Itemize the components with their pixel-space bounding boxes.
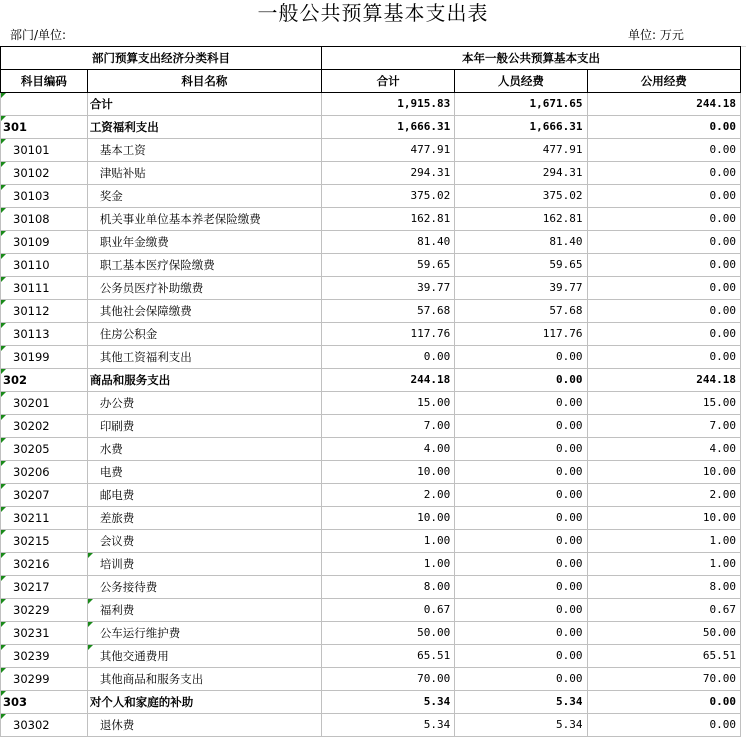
row-name-cell[interactable]: 水费 <box>87 438 321 461</box>
table-row <box>1 300 741 323</box>
table-group-row <box>1 691 741 714</box>
row-name-cell[interactable]: 其他工资福利支出 <box>87 346 321 369</box>
row-public-cell[interactable]: 0.00 <box>587 323 740 346</box>
row-total-cell[interactable]: 8.00 <box>322 576 455 599</box>
row-name-cell[interactable]: 公车运行维护费 <box>87 622 321 645</box>
table-total-row <box>1 93 741 116</box>
row-personnel-cell[interactable]: 375.02 <box>455 185 587 208</box>
row-public-cell[interactable]: 50.00 <box>587 622 740 645</box>
row-personnel-cell[interactable]: 0.00 <box>455 599 587 622</box>
row-personnel-cell[interactable]: 1,666.31 <box>455 116 587 139</box>
row-personnel-cell[interactable]: 0.00 <box>455 668 587 691</box>
row-public-cell[interactable]: 8.00 <box>587 576 740 599</box>
row-personnel-cell[interactable]: 0.00 <box>455 415 587 438</box>
row-personnel-cell[interactable]: 0.00 <box>455 622 587 645</box>
row-personnel-cell[interactable]: 5.34 <box>455 691 587 714</box>
row-personnel-cell[interactable]: 0.00 <box>455 346 587 369</box>
row-name-cell[interactable]: 津贴补贴 <box>87 162 321 185</box>
row-personnel-cell[interactable]: 0.00 <box>455 553 587 576</box>
header-column-row <box>1 70 741 93</box>
row-personnel-cell[interactable]: 294.31 <box>455 162 587 185</box>
row-name-cell[interactable]: 电费 <box>87 461 321 484</box>
row-public-cell[interactable]: 10.00 <box>587 507 740 530</box>
header-total[interactable]: 合计 <box>322 70 455 93</box>
row-code-cell[interactable]: 30239 <box>1 645 88 668</box>
table-group-row <box>1 116 741 139</box>
row-total-cell[interactable]: 15.00 <box>322 392 455 415</box>
table-row <box>1 599 741 622</box>
row-public-cell[interactable]: 4.00 <box>587 438 740 461</box>
header-public[interactable]: 公用经费 <box>587 70 740 93</box>
page-title: 一般公共预算基本支出表 <box>257 1 489 25</box>
row-name-cell[interactable]: 其他商品和服务支出 <box>87 668 321 691</box>
row-public-cell[interactable]: 0.00 <box>587 346 740 369</box>
row-code-cell[interactable]: 30112 <box>1 300 88 323</box>
row-personnel-cell[interactable]: 0.00 <box>455 461 587 484</box>
table-row <box>1 622 741 645</box>
row-total-cell[interactable]: 57.68 <box>322 300 455 323</box>
table-row <box>1 277 741 300</box>
header-group-row <box>1 47 741 70</box>
table-row <box>1 254 741 277</box>
row-code-cell[interactable]: 30211 <box>1 507 88 530</box>
row-code-cell[interactable]: 301 <box>1 116 88 139</box>
row-public-cell[interactable]: 0.00 <box>587 116 740 139</box>
row-code-cell[interactable]: 30217 <box>1 576 88 599</box>
row-public-cell[interactable]: 70.00 <box>587 668 740 691</box>
row-total-cell[interactable]: 39.77 <box>322 277 455 300</box>
table-row <box>1 208 741 231</box>
row-total-cell[interactable]: 10.00 <box>322 507 455 530</box>
row-personnel-cell[interactable]: 477.91 <box>455 139 587 162</box>
row-public-cell[interactable]: 244.18 <box>587 93 740 116</box>
row-public-cell[interactable]: 0.00 <box>587 139 740 162</box>
row-code-cell[interactable]: 30207 <box>1 484 88 507</box>
table-row <box>1 162 741 185</box>
row-code-cell[interactable]: 30229 <box>1 599 88 622</box>
row-code-cell[interactable]: 30102 <box>1 162 88 185</box>
row-name-cell[interactable]: 退休费 <box>87 714 321 737</box>
expenditure-table <box>0 46 741 737</box>
row-total-cell[interactable]: 5.34 <box>322 714 455 737</box>
table-row <box>1 530 741 553</box>
header-personnel[interactable]: 人员经费 <box>455 70 587 93</box>
row-name-cell[interactable]: 职工基本医疗保险缴费 <box>87 254 321 277</box>
row-total-cell[interactable]: 162.81 <box>322 208 455 231</box>
row-name-cell[interactable]: 合计 <box>87 93 321 116</box>
table-row <box>1 139 741 162</box>
row-code-cell[interactable] <box>1 93 88 116</box>
row-total-cell[interactable]: 10.00 <box>322 461 455 484</box>
table-row <box>1 392 741 415</box>
row-total-cell[interactable]: 0.67 <box>322 599 455 622</box>
row-personnel-cell[interactable]: 0.00 <box>455 576 587 599</box>
table-row <box>1 323 741 346</box>
row-name-cell[interactable]: 其他社会保障缴费 <box>87 300 321 323</box>
table-group-row <box>1 369 741 392</box>
row-total-cell[interactable]: 0.00 <box>322 346 455 369</box>
row-name-cell[interactable]: 邮电费 <box>87 484 321 507</box>
table-row <box>1 553 741 576</box>
row-name-cell[interactable]: 培训费 <box>87 553 321 576</box>
row-name-cell[interactable]: 基本工资 <box>87 139 321 162</box>
row-total-cell[interactable]: 4.00 <box>322 438 455 461</box>
row-personnel-cell[interactable]: 117.76 <box>455 323 587 346</box>
table-row <box>1 714 741 737</box>
table-row <box>1 507 741 530</box>
row-code-cell[interactable]: 302 <box>1 369 88 392</box>
row-name-cell[interactable]: 差旅费 <box>87 507 321 530</box>
row-name-cell[interactable]: 对个人和家庭的补助 <box>87 691 321 714</box>
row-public-cell[interactable]: 0.00 <box>587 185 740 208</box>
row-public-cell[interactable]: 10.00 <box>587 461 740 484</box>
row-code-cell[interactable]: 30216 <box>1 553 88 576</box>
row-personnel-cell[interactable]: 0.00 <box>455 392 587 415</box>
row-code-cell[interactable]: 30231 <box>1 622 88 645</box>
table-row <box>1 645 741 668</box>
row-name-cell[interactable]: 住房公积金 <box>87 323 321 346</box>
table-row <box>1 668 741 691</box>
row-public-cell[interactable]: 0.00 <box>587 254 740 277</box>
row-personnel-cell[interactable]: 0.00 <box>455 507 587 530</box>
row-total-cell[interactable]: 7.00 <box>322 415 455 438</box>
row-public-cell[interactable]: 65.51 <box>587 645 740 668</box>
row-personnel-cell[interactable]: 57.68 <box>455 300 587 323</box>
row-public-cell[interactable]: 0.00 <box>587 208 740 231</box>
row-public-cell[interactable]: 0.00 <box>587 162 740 185</box>
row-public-cell[interactable]: 244.18 <box>587 369 740 392</box>
row-public-cell[interactable]: 1.00 <box>587 553 740 576</box>
row-name-cell[interactable]: 其他交通费用 <box>87 645 321 668</box>
row-code-cell[interactable]: 30108 <box>1 208 88 231</box>
header-group-left[interactable]: 部门预算支出经济分类科目 <box>1 47 322 70</box>
row-code-cell[interactable]: 30201 <box>1 392 88 415</box>
row-personnel-cell[interactable]: 0.00 <box>455 530 587 553</box>
row-public-cell[interactable]: 0.00 <box>587 231 740 254</box>
row-name-cell[interactable]: 公务接待费 <box>87 576 321 599</box>
row-total-cell[interactable]: 244.18 <box>322 369 455 392</box>
row-personnel-cell[interactable]: 0.00 <box>455 645 587 668</box>
row-name-cell[interactable]: 印刷费 <box>87 415 321 438</box>
row-total-cell[interactable]: 1.00 <box>322 530 455 553</box>
header-code[interactable]: 科目编码 <box>1 70 88 93</box>
row-total-cell[interactable]: 1,915.83 <box>322 93 455 116</box>
row-name-cell[interactable]: 办公费 <box>87 392 321 415</box>
row-personnel-cell[interactable]: 39.77 <box>455 277 587 300</box>
unit-label: 单位: 万元 <box>628 28 684 42</box>
row-personnel-cell[interactable]: 81.40 <box>455 231 587 254</box>
row-personnel-cell[interactable]: 59.65 <box>455 254 587 277</box>
row-personnel-cell[interactable]: 0.00 <box>455 369 587 392</box>
row-total-cell[interactable]: 59.65 <box>322 254 455 277</box>
row-code-cell[interactable]: 30110 <box>1 254 88 277</box>
header-name[interactable]: 科目名称 <box>87 70 321 93</box>
table-row <box>1 231 741 254</box>
row-total-cell[interactable]: 1,666.31 <box>322 116 455 139</box>
row-name-cell[interactable]: 奖金 <box>87 185 321 208</box>
row-personnel-cell[interactable]: 162.81 <box>455 208 587 231</box>
row-public-cell[interactable]: 2.00 <box>587 484 740 507</box>
row-code-cell[interactable]: 30302 <box>1 714 88 737</box>
row-personnel-cell[interactable]: 0.00 <box>455 484 587 507</box>
row-code-cell[interactable]: 30205 <box>1 438 88 461</box>
row-total-cell[interactable]: 5.34 <box>322 691 455 714</box>
row-total-cell[interactable]: 477.91 <box>322 139 455 162</box>
row-code-cell[interactable]: 30109 <box>1 231 88 254</box>
row-code-cell[interactable]: 303 <box>1 691 88 714</box>
row-public-cell[interactable]: 0.00 <box>587 277 740 300</box>
row-total-cell[interactable]: 70.00 <box>322 668 455 691</box>
row-code-cell[interactable]: 30206 <box>1 461 88 484</box>
row-name-cell[interactable]: 公务员医疗补助缴费 <box>87 277 321 300</box>
row-total-cell[interactable]: 375.02 <box>322 185 455 208</box>
row-name-cell[interactable]: 工资福利支出 <box>87 116 321 139</box>
row-code-cell[interactable]: 30111 <box>1 277 88 300</box>
row-name-cell[interactable]: 商品和服务支出 <box>87 369 321 392</box>
row-total-cell[interactable]: 50.00 <box>322 622 455 645</box>
row-total-cell[interactable]: 81.40 <box>322 231 455 254</box>
row-public-cell[interactable]: 0.67 <box>587 599 740 622</box>
row-name-cell[interactable]: 职业年金缴费 <box>87 231 321 254</box>
table-row <box>1 438 741 461</box>
table-row <box>1 484 741 507</box>
department-label: 部门/单位: <box>10 28 67 42</box>
row-total-cell[interactable]: 294.31 <box>322 162 455 185</box>
row-total-cell[interactable]: 117.76 <box>322 323 455 346</box>
row-name-cell[interactable]: 机关事业单位基本养老保险缴费 <box>87 208 321 231</box>
row-name-cell[interactable]: 会议费 <box>87 530 321 553</box>
table-row <box>1 415 741 438</box>
row-code-cell[interactable]: 30113 <box>1 323 88 346</box>
row-code-cell[interactable]: 30202 <box>1 415 88 438</box>
table-row <box>1 346 741 369</box>
row-total-cell[interactable]: 65.51 <box>322 645 455 668</box>
row-code-cell[interactable]: 30199 <box>1 346 88 369</box>
row-code-cell[interactable]: 30103 <box>1 185 88 208</box>
row-public-cell[interactable]: 15.00 <box>587 392 740 415</box>
table-row <box>1 576 741 599</box>
row-public-cell[interactable]: 0.00 <box>587 300 740 323</box>
row-public-cell[interactable]: 7.00 <box>587 415 740 438</box>
row-public-cell[interactable]: 0.00 <box>587 714 740 737</box>
row-personnel-cell[interactable]: 0.00 <box>455 438 587 461</box>
row-name-cell[interactable]: 福利费 <box>87 599 321 622</box>
table-row <box>1 461 741 484</box>
row-public-cell[interactable]: 0.00 <box>587 691 740 714</box>
row-total-cell[interactable]: 2.00 <box>322 484 455 507</box>
row-total-cell[interactable]: 1.00 <box>322 553 455 576</box>
row-code-cell[interactable]: 30299 <box>1 668 88 691</box>
header-group-right[interactable]: 本年一般公共预算基本支出 <box>322 47 741 70</box>
row-personnel-cell[interactable]: 5.34 <box>455 714 587 737</box>
row-public-cell[interactable]: 1.00 <box>587 530 740 553</box>
table-row <box>1 185 741 208</box>
row-code-cell[interactable]: 30215 <box>1 530 88 553</box>
row-code-cell[interactable]: 30101 <box>1 139 88 162</box>
row-personnel-cell[interactable]: 1,671.65 <box>455 93 587 116</box>
